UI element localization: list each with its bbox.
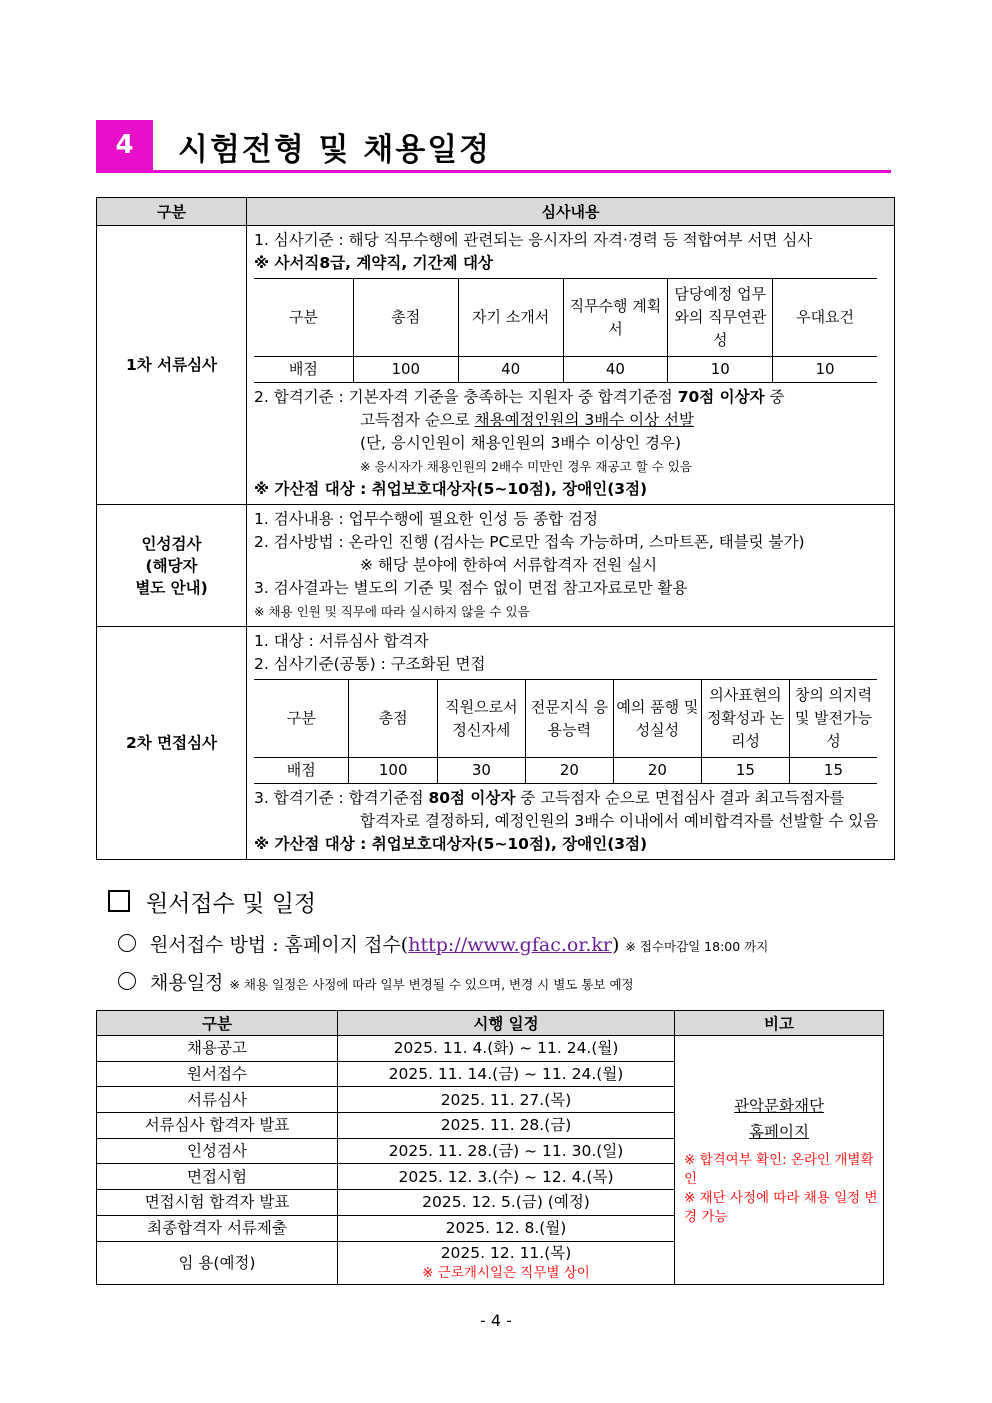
doc-score-header: 구분	[254, 279, 353, 357]
interview-score-value: 배점	[254, 758, 349, 784]
personality-item: 2. 검사방법 : 온라인 진행 (검사는 PC로만 접속 가능하며, 스마트폰, 태블릿 불가)	[254, 533, 805, 551]
interview-score-value: 30	[437, 758, 525, 784]
doc-pass-text: 2. 합격기준 : 기본자격 기준을 충족하는 지원자 중 합격기준점	[254, 388, 678, 406]
interview-score-header: 창의 의지력 및 발전가능성	[789, 680, 877, 758]
interview-score-value: 20	[613, 758, 701, 784]
doc-score-value: 10	[668, 357, 773, 383]
interview-score-value: 15	[701, 758, 789, 784]
interview-score-header: 의사표현의 정확성과 논리성	[701, 680, 789, 758]
doc-score-header: 자기 소개서	[458, 279, 563, 357]
schedule-header-item: 구분	[97, 1011, 338, 1036]
doc-content	[247, 226, 895, 505]
row-interview	[97, 627, 895, 860]
schedule-item: 채용공고	[97, 1036, 338, 1062]
interview-score-header: 예의 품행 및 성실성	[613, 680, 701, 758]
page-number: - 4 -	[480, 1311, 512, 1330]
personality-label-line: 인성검사	[141, 534, 202, 553]
interview-score-table	[254, 679, 877, 784]
homepage-link[interactable]: http://www.gfac.or.kr	[408, 934, 612, 956]
schedule-date-text: 2025. 12. 11.(목)	[440, 1243, 572, 1262]
apply-method-close: )	[611, 934, 620, 956]
doc-bonus-note: ※ 가산점 대상 : 취업보호대상자(5~10점), 장애인(3점)	[254, 480, 648, 498]
doc-score-value: 10	[773, 357, 877, 383]
interview-score-value: 15	[789, 758, 877, 784]
remark-note: ※ 합격여부 확인: 온라인 개별확인	[684, 1151, 874, 1187]
schedule-date: 2025. 11. 28.(금) ~ 11. 30.(일)	[338, 1138, 675, 1164]
apply-section-title	[108, 885, 316, 918]
doc-pass-score: 70점 이상자	[677, 388, 765, 406]
schedule-date: 2025. 11. 14.(금) ~ 11. 24.(월)	[338, 1061, 675, 1087]
doc-target: ※ 사서직8급, 계약직, 기간제 대상	[254, 254, 493, 272]
schedule-item: 최종합격자 서류제출	[97, 1215, 338, 1241]
doc-score-value: 40	[563, 357, 668, 383]
schedule-date: 2025. 12. 8.(월)	[338, 1215, 675, 1241]
remark-note: ※ 재단 사정에 따라 채용 일정 변경 가능	[684, 1189, 878, 1225]
doc-pass-text-end: 중	[764, 388, 785, 406]
apply-title-text: 원서접수 및 일정	[146, 891, 317, 917]
interview-bonus-note: ※ 가산점 대상 : 취업보호대상자(5~10점), 장애인(3점)	[254, 835, 648, 853]
interview-score-header: 구분	[254, 680, 349, 758]
doc-score-value: 40	[458, 357, 563, 383]
doc-label: 1차 서류심사	[97, 226, 247, 505]
interview-pass-detail: 합격자로 결정하되, 예정인원의 3배수 이내에서 예비합격자를 선발할 수 있음	[360, 812, 879, 830]
schedule-table	[96, 1010, 884, 1285]
col-header-content: 심사내용	[247, 198, 895, 226]
doc-score-value: 100	[353, 357, 458, 383]
doc-pass-criteria	[254, 386, 887, 409]
schedule-change-note: ※ 채용 일정은 사정에 따라 일부 변경될 수 있으며, 변경 시 별도 통보 예정	[229, 977, 634, 992]
personality-item: 1. 검사내용 : 업무수행에 필요한 인성 등 종합 검정	[254, 510, 598, 528]
interview-score-value: 20	[525, 758, 613, 784]
doc-criteria: 1. 심사기준 : 해당 직무수행에 관련되는 응시자의 자격·경력 등 적합여부 서면 심사	[254, 231, 813, 249]
doc-pass-detail	[254, 409, 887, 432]
schedule-item: 서류심사 합격자 발표	[97, 1113, 338, 1139]
schedule-heading	[118, 968, 634, 995]
personality-item: 3. 검사결과는 별도의 기준 및 점수 없이 면접 참고자료로만 활용	[254, 579, 688, 597]
apply-method-label: 원서접수 방법 : 홈페이지 접수(	[150, 934, 409, 956]
schedule-header-date: 시행 일정	[338, 1011, 675, 1036]
remark-homepage: 홈페이지	[749, 1122, 809, 1141]
schedule-row	[97, 1036, 884, 1062]
doc-score-header: 직무수행 계획서	[563, 279, 668, 357]
doc-pass-condition: (단, 응시인원이 채용인원의 3배수 이상인 경우)	[360, 434, 682, 452]
doc-score-header: 우대요건	[773, 279, 877, 357]
personality-note: ※ 해당 분야에 한하여 서류합격자 전원 실시	[360, 556, 658, 574]
doc-score-table	[254, 278, 877, 383]
interview-pass-score: 80점 이상자	[428, 789, 516, 807]
schedule-date-note: ※ 근로개시일은 직무별 상이	[422, 1264, 590, 1281]
schedule-date: 2025. 12. 5.(금) (예정)	[338, 1190, 675, 1216]
section-title: 시험전형 및 채용일정	[178, 132, 492, 168]
schedule-date: 2025. 12. 3.(수) ~ 12. 4.(목)	[338, 1164, 675, 1190]
section-header	[96, 120, 891, 173]
schedule-date: 2025. 11. 4.(화) ~ 11. 24.(월)	[338, 1036, 675, 1062]
interview-score-header: 직원으로서 정신자세	[437, 680, 525, 758]
checkbox-square-icon	[108, 890, 130, 912]
row-personality-test	[97, 505, 895, 627]
personality-label-line: 별도 안내)	[135, 578, 208, 597]
doc-repost-note: ※ 응시자가 채용인원의 2배수 미만인 경우 재공고 할 수 있음	[360, 459, 692, 474]
schedule-label: 채용일정	[150, 972, 224, 994]
schedule-item: 면접시험	[97, 1164, 338, 1190]
interview-criteria: 2. 심사기준(공통) : 구조화된 면접	[254, 655, 486, 673]
circle-bullet-icon	[118, 972, 136, 990]
circle-bullet-icon	[118, 934, 136, 952]
row-document-screening	[97, 226, 895, 505]
schedule-remark	[675, 1036, 884, 1285]
interview-pass-criteria	[254, 787, 887, 810]
personality-label-line: (해당자	[145, 556, 198, 575]
col-header-category: 구분	[97, 198, 247, 226]
doc-pass-order: 고득점자 순으로	[360, 411, 475, 429]
interview-pass-text: 3. 합격기준 : 합격기준점	[254, 789, 429, 807]
interview-content	[247, 627, 895, 860]
schedule-item: 임 용(예정)	[97, 1241, 338, 1284]
remark-org: 관악문화재단	[734, 1096, 824, 1115]
interview-score-value: 100	[349, 758, 437, 784]
doc-score-header: 총점	[353, 279, 458, 357]
apply-method	[118, 930, 768, 957]
personality-content	[247, 505, 895, 627]
schedule-item: 원서접수	[97, 1061, 338, 1087]
doc-score-header: 담당예정 업무와의 직무연관성	[668, 279, 773, 357]
schedule-date: 2025. 11. 28.(금)	[338, 1113, 675, 1139]
schedule-header-remark: 비고	[675, 1011, 884, 1036]
personality-note: ※ 채용 인원 및 직무에 따라 실시하지 않을 수 있음	[254, 604, 530, 619]
interview-score-header: 전문지식 응용능력	[525, 680, 613, 758]
schedule-item: 면접시험 합격자 발표	[97, 1190, 338, 1216]
doc-score-value: 배점	[254, 357, 353, 383]
schedule-date: 2025. 11. 27.(목)	[338, 1087, 675, 1113]
screening-table	[96, 197, 895, 860]
remark-notes	[676, 1151, 882, 1227]
interview-label: 2차 면접심사	[97, 627, 247, 860]
deadline-note: ※ 접수마감일 18:00 까지	[625, 939, 769, 954]
section-number: 4	[96, 120, 153, 170]
schedule-item: 서류심사	[97, 1087, 338, 1113]
schedule-item: 인성검사	[97, 1138, 338, 1164]
interview-target: 1. 대상 : 서류심사 합격자	[254, 632, 429, 650]
interview-pass-text-end: 중 고득점자 순으로 면접심사 결과 최고득점자를	[515, 789, 845, 807]
personality-label	[97, 505, 247, 627]
schedule-date	[338, 1241, 675, 1284]
interview-score-header: 총점	[349, 680, 437, 758]
doc-pass-multiple: 채용예정인원의 3배수 이상 선발	[474, 411, 694, 429]
